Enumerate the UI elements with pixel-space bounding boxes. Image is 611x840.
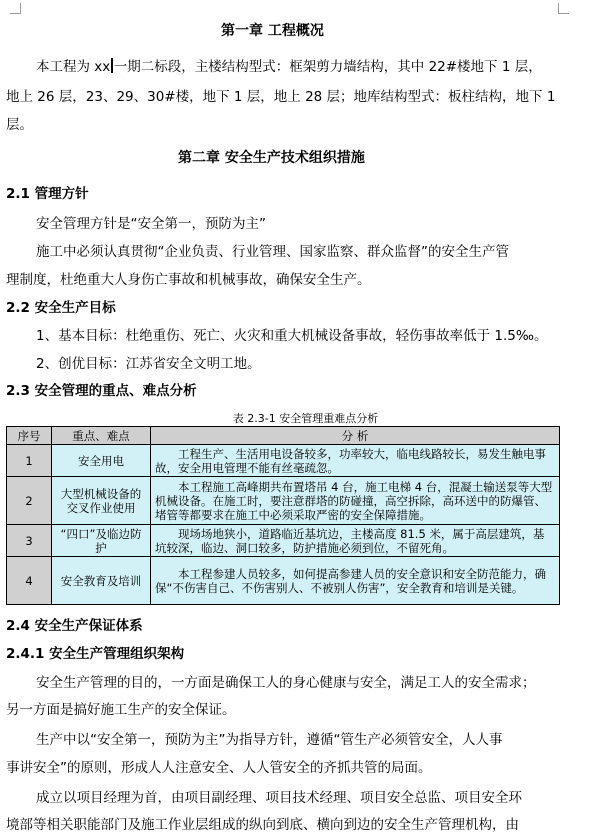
row-no: 1: [7, 445, 52, 477]
table-row: [7, 557, 560, 605]
table-header-row: [7, 427, 560, 445]
section-2-4-line6: 境部等相关职能部门及施工作业层组成的纵向到底、横向到边的安全生产管理机构，由: [6, 817, 519, 833]
row-desc: 本工程施工高峰期共布置塔吊 4 台，施工电梯 4 台，混凝土输送泵等大型机械设备。在施工时，要注意群塔的防碰撞，高空拆除，高环送中的防爆管、堵管等都要求在施工中必须采取严密的安全保障措施。: [151, 477, 560, 525]
section-2-4-heading: 2.4 安全生产保证体系: [6, 618, 143, 634]
table-row: [7, 525, 560, 557]
section-2-4-line4: 事讲安全”的原则，形成人人注意安全、人人管安全的齐抓共管的局面。: [6, 760, 432, 776]
row-desc: 工程生产、生活用电设备较多，功率较大，临电线路较长，易发生触电事故，安全用电管理不能有丝毫疏忽。: [151, 445, 560, 477]
chapter1-para-line2: 地上 26 层，23、29、30#楼，地下 1 层，地上 28 层；地库结构型式：板柱结构，地下 1: [6, 89, 556, 105]
section-2-2-heading: 2.2 安全生产目标: [6, 300, 116, 316]
section-2-4-line5: 成立以项目经理为首，由项目副经理、项目技术经理、项目安全总监、项目安全环: [36, 790, 522, 806]
section-2-2-line2: 2、创优目标：江苏省安全文明工地。: [36, 356, 261, 372]
row-no: 2: [7, 477, 52, 525]
chapter1-para-line1[interactable]: [36, 55, 542, 75]
chapter1-title: 第一章 工程概况: [221, 23, 324, 39]
chapter1-para-line3: 层。: [6, 117, 33, 133]
row-key: “四口”及临边防护: [52, 525, 151, 557]
section-2-2-line1: 1、基本目标：杜绝重伤、死亡、火灾和重大机械设备事故，轻伤事故率低于 1.5‰。: [36, 328, 548, 344]
row-no: 3: [7, 525, 52, 557]
table-row: [7, 477, 560, 525]
section-2-4-line1: 安全生产管理的目的，一方面是确保工人的身心健康与安全，满足工人的安全需求；: [36, 675, 536, 691]
row-desc: 现场场地狭小，道路临近基坑边，主楼高度 81.5 米，属于高层建筑，基坑较深，临边、洞口较多，防护措施必须到位，不留死角。: [151, 525, 560, 557]
row-key: 安全教育及培训: [52, 557, 151, 605]
section-2-4-1-heading: 2.4.1 安全生产管理组织架构: [6, 646, 185, 662]
section-2-3-heading: 2.3 安全管理的重点、难点分析: [6, 383, 197, 399]
row-no: 4: [7, 557, 52, 605]
section-2-1-line2: 施工中必须认真贯彻“企业负责、行业管理、国家监察、群众监督”的安全生产管: [36, 244, 509, 260]
section-2-4-line3: 生产中以“安全第一，预防为主”为指导方针，遵循“管生产必须管安全，人人事: [36, 732, 503, 748]
section-2-1-line3: 理制度，杜绝重大人身伤亡事故和机械事故，确保安全生产。: [6, 272, 371, 288]
table-row: [7, 445, 560, 477]
section-2-1-heading: 2.1 管理方针: [6, 186, 89, 202]
chapter2-title: 第二章 安全生产技术组织措施: [178, 150, 365, 166]
row-key: 安全用电: [52, 445, 151, 477]
section-2-1-line1: 安全管理方针是“安全第一，预防为主”: [36, 216, 266, 232]
risk-analysis-table: [6, 426, 560, 605]
row-key: 大型机械设备的交叉作业使用: [52, 477, 151, 525]
chapter1-para-line1-b: 一期二标段，主楼结构型式：框架剪力墙结构，其中 22#楼地下 1 层，: [113, 59, 542, 75]
header-analysis: 分 析: [151, 427, 560, 445]
section-2-4-line2: 另一方面是搞好施工生产的安全保证。: [6, 702, 236, 718]
row-desc: 本工程参建人员较多，如何提高参建人员的安全意识和安全防范能力，确保“不伤害自己、不伤害别人、不被别人伤害”，安全教育和培训是关键。: [151, 557, 560, 605]
header-key: 重点、难点: [52, 427, 151, 445]
header-no: 序号: [7, 427, 52, 445]
chapter1-para-line1-a: 本工程为 xx: [36, 59, 111, 75]
text-cursor: [111, 58, 113, 73]
table-caption: 表 2.3-1 安全管理重难点分析: [232, 412, 379, 425]
